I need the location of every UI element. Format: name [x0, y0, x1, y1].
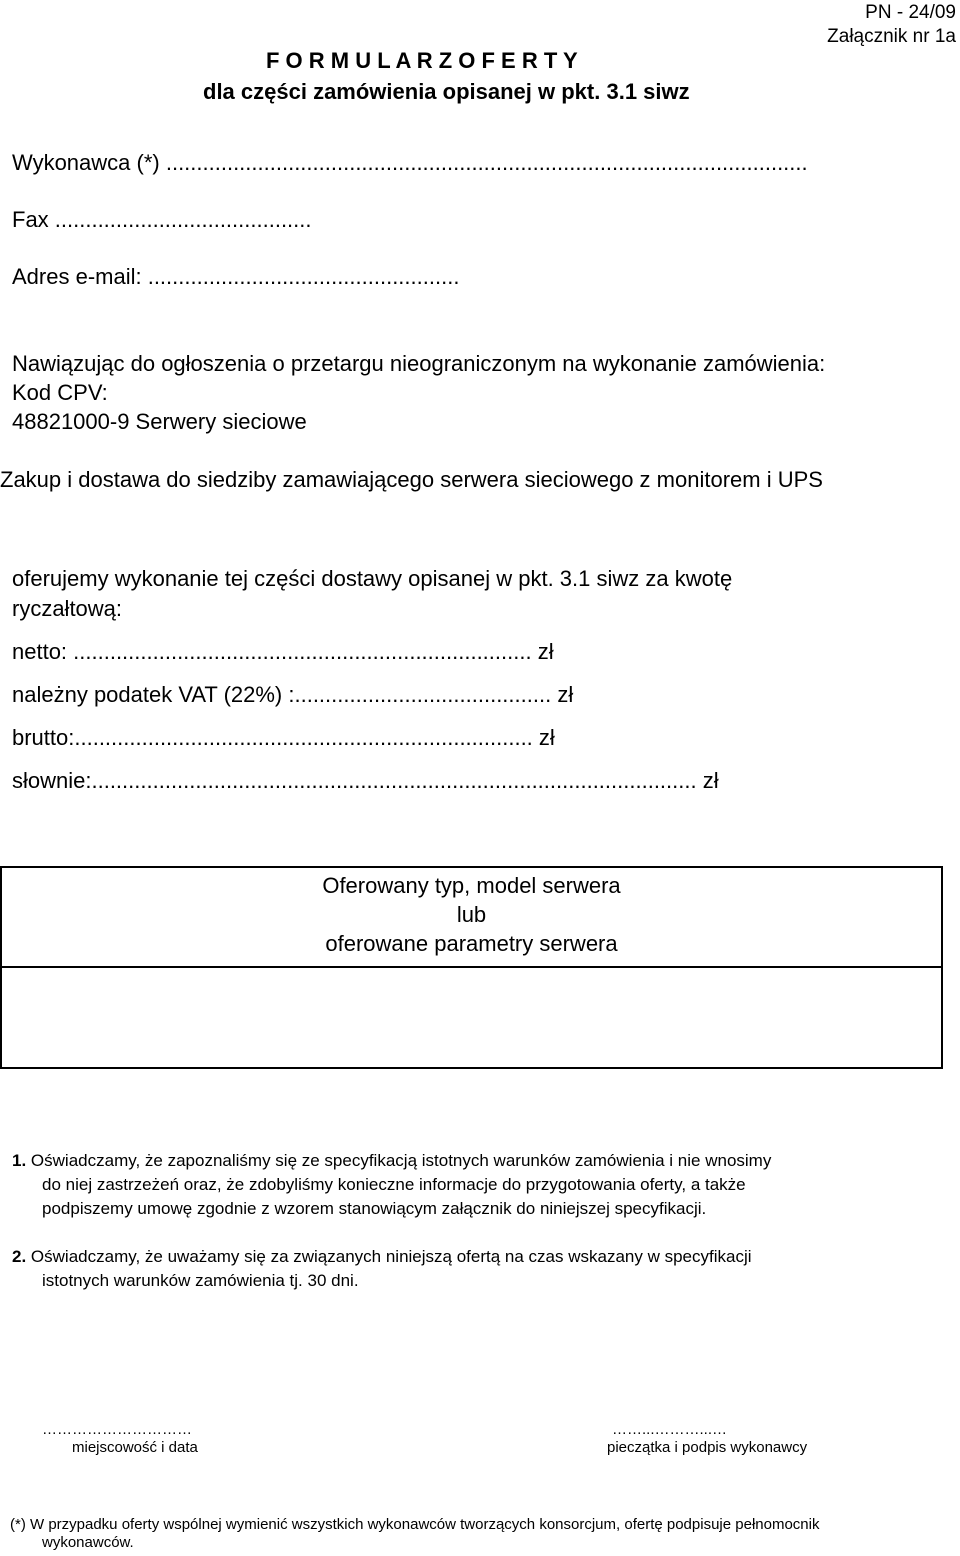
declaration-text: Oświadczamy, że zapoznaliśmy się ze specyfikacją istotnych warunków zamówienia i nie wnosimy [30, 1151, 772, 1170]
server-spec-header [2, 868, 941, 968]
server-spec-header-or: lub [456, 902, 487, 927]
amount-in-words-field[interactable]: słownie:................................................................................................... zł [12, 768, 719, 793]
declaration-2 [12, 1245, 956, 1293]
contractor-field[interactable]: Wykonawca (*) ......................................................................................................... [12, 150, 808, 175]
stamp-signature-label: pieczątka i podpis wykonawcy [607, 1439, 808, 1456]
declaration-text: do niej zastrzeżeń oraz, że zdobyliśmy konieczne informacje do przygotowania oferty, a także [42, 1175, 746, 1194]
server-spec-header-line: oferowane parametry serwera [325, 931, 618, 956]
footnote-cont: wykonawców. [42, 1534, 134, 1551]
stamp-signature-dots[interactable]: ……...………...… [612, 1421, 728, 1438]
cpv-code: 48821000-9 Serwery sieciowe [12, 409, 307, 434]
declaration-number: 1. [12, 1151, 27, 1170]
declaration-text: istotnych warunków zamówienia tj. 30 dni. [42, 1271, 359, 1290]
server-spec-header-line: Oferowany typ, model serwera [322, 873, 621, 898]
gross-amount-field[interactable]: brutto:........................................................................... zł [12, 725, 555, 750]
footnote: (*) W przypadku oferty wspólnej wymienić wszystkich wykonawców tworzących konsorcjum, ofertę podpisuje pełnomocnik [10, 1516, 820, 1533]
server-spec-entry[interactable] [2, 968, 941, 1067]
attachment-label: Załącznik nr 1a [827, 26, 956, 47]
declaration-text: podpiszemy umowę zgodnie z wzorem stanowiącym załącznik do niniejszej specyfikacji. [42, 1199, 707, 1218]
place-date-label: miejscowość i data [72, 1439, 198, 1456]
net-amount-field[interactable]: netto: ........................................................................... zł [12, 639, 554, 664]
place-date-dots[interactable]: ………………………… [42, 1421, 192, 1438]
server-spec-table [0, 866, 943, 1069]
email-field[interactable]: Adres e-mail: ................................................... [12, 264, 460, 289]
cpv-label: Kod CPV: [12, 380, 108, 405]
offer-line-lump: ryczałtową: [12, 596, 123, 621]
form-title: F O R M U L A R Z O F E R T Y [266, 48, 578, 73]
vat-amount-field[interactable]: należny podatek VAT (22%) :.......................................... zł [12, 682, 574, 707]
declaration-1 [12, 1149, 956, 1221]
form-subtitle: dla części zamówienia opisanej w pkt. 3.1 siwz [203, 79, 690, 104]
reference-number: PN - 24/09 [865, 2, 956, 23]
declaration-text: Oświadczamy, że uważamy się za związanych niniejszą ofertą na czas wskazany w specyfikacji [30, 1247, 752, 1266]
fax-field[interactable]: Fax .......................................... [12, 207, 312, 232]
intro-line: Nawiązując do ogłoszenia o przetargu nieograniczonym na wykonanie zamówienia: [12, 351, 826, 376]
order-subject: Zakup i dostawa do siedziby zamawiającego serwera sieciowego z monitorem i UPS [0, 467, 823, 492]
offer-line: oferujemy wykonanie tej części dostawy opisanej w pkt. 3.1 siwz za kwotę [12, 566, 733, 591]
declaration-number: 2. [12, 1247, 27, 1266]
